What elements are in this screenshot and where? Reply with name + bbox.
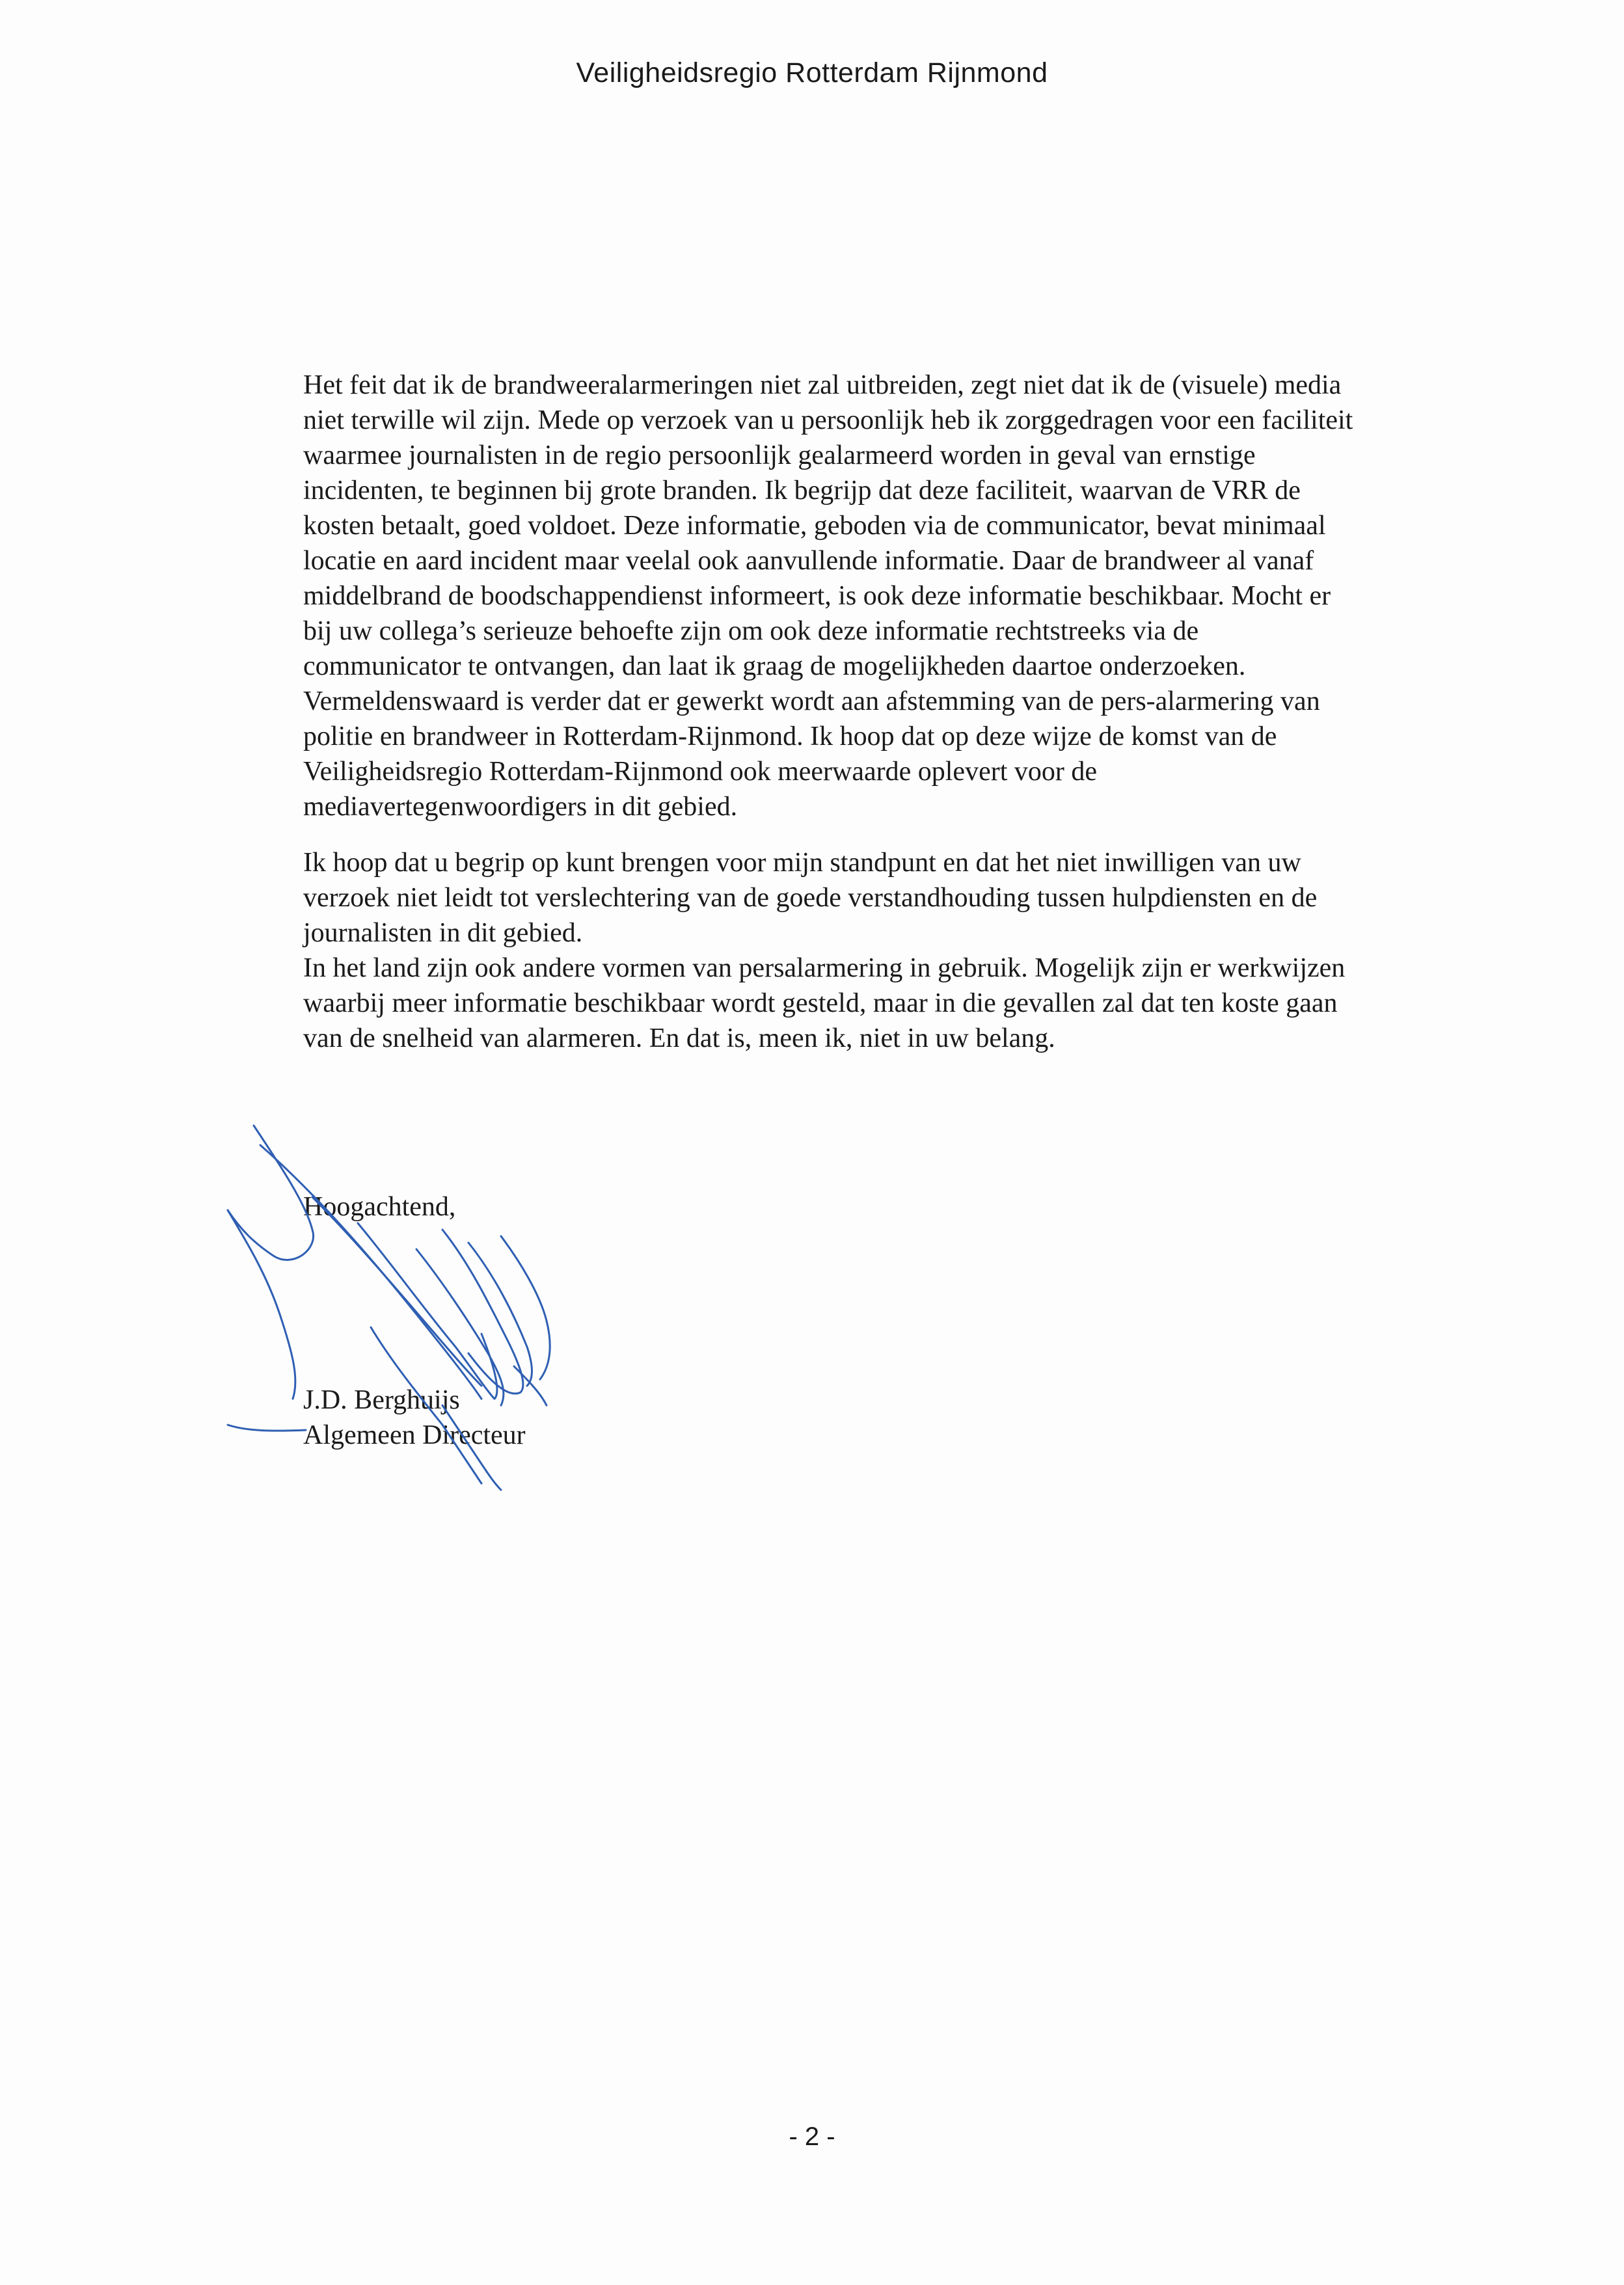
signatory-title: Algemeen Directeur bbox=[303, 1420, 526, 1450]
paragraph-line: verzoek niet leidt tot verslechtering van de goede verstandhouding tussen hulpdiensten en de bbox=[303, 883, 1318, 913]
signatory-name: J.D. Berghuijs bbox=[303, 1385, 460, 1415]
paragraph-line: van de snelheid van alarmeren. En dat is, meen ik, niet in uw belang. bbox=[303, 1023, 1055, 1053]
paragraph-line: journalisten in dit gebied. bbox=[303, 918, 583, 948]
closing-salutation: Hoogachtend, bbox=[303, 1192, 456, 1222]
paragraph-line: waarmee journalisten in de regio persoonlijk gealarmeerd worden in geval van ernstige bbox=[303, 440, 1256, 470]
paragraph-line: mediavertegenwoordigers in dit gebied. bbox=[303, 792, 738, 822]
paragraph-line: communicator te ontvangen, dan laat ik graag de mogelijkheden daartoe onderzoeken. bbox=[303, 651, 1246, 681]
handwritten-signature bbox=[221, 1119, 625, 1522]
paragraph-line: bij uw collega’s serieuze behoefte zijn om ook deze informatie rechtstreeks via de bbox=[303, 616, 1199, 646]
paragraph-line: kosten betaalt, goed voldoet. Deze informatie, geboden via de communicator, bevat minimaal bbox=[303, 511, 1326, 541]
paragraph-line: locatie en aard incident maar veelal ook aanvullende informatie. Daar de brandweer al vanaf bbox=[303, 546, 1314, 576]
paragraph-line: In het land zijn ook andere vormen van persalarmering in gebruik. Mogelijk zijn er werkwijzen bbox=[303, 953, 1346, 983]
body-paragraph-1 bbox=[303, 368, 1461, 824]
paragraph-line: Veiligheidsregio Rotterdam-Rijnmond ook meerwaarde oplevert voor de bbox=[303, 757, 1097, 787]
body-paragraph-2 bbox=[303, 845, 1461, 1056]
paragraph-line: middelbrand de boodschappendienst informeert, is ook deze informatie beschikbaar. Mocht er bbox=[303, 581, 1331, 611]
paragraph-line: Vermeldenswaard is verder dat er gewerkt wordt aan afstemming van de pers-alarmering van bbox=[303, 686, 1320, 716]
paragraph-line: incidenten, te beginnen bij grote branden. Ik begrijp dat deze faciliteit, waarvan de VRR de bbox=[303, 476, 1301, 506]
paragraph-line: waarbij meer informatie beschikbaar wordt gesteld, maar in die gevallen zal dat ten koste gaan bbox=[303, 988, 1338, 1018]
page-number: - 2 - bbox=[789, 2122, 835, 2151]
letterhead-organisation: Veiligheidsregio Rotterdam Rijnmond bbox=[576, 57, 1048, 88]
paragraph-line: Ik hoop dat u begrip op kunt brengen voor mijn standpunt en dat het niet inwilligen van uw bbox=[303, 848, 1301, 878]
paragraph-line: politie en brandweer in Rotterdam-Rijnmond. Ik hoop dat op deze wijze de komst van de bbox=[303, 722, 1277, 751]
paragraph-line: Het feit dat ik de brandweeralarmeringen niet zal uitbreiden, zegt niet dat ik de (visuele) media bbox=[303, 370, 1342, 400]
paragraph-line: niet terwille wil zijn. Mede op verzoek van u persoonlijk heb ik zorggedragen voor een faciliteit bbox=[303, 405, 1353, 435]
